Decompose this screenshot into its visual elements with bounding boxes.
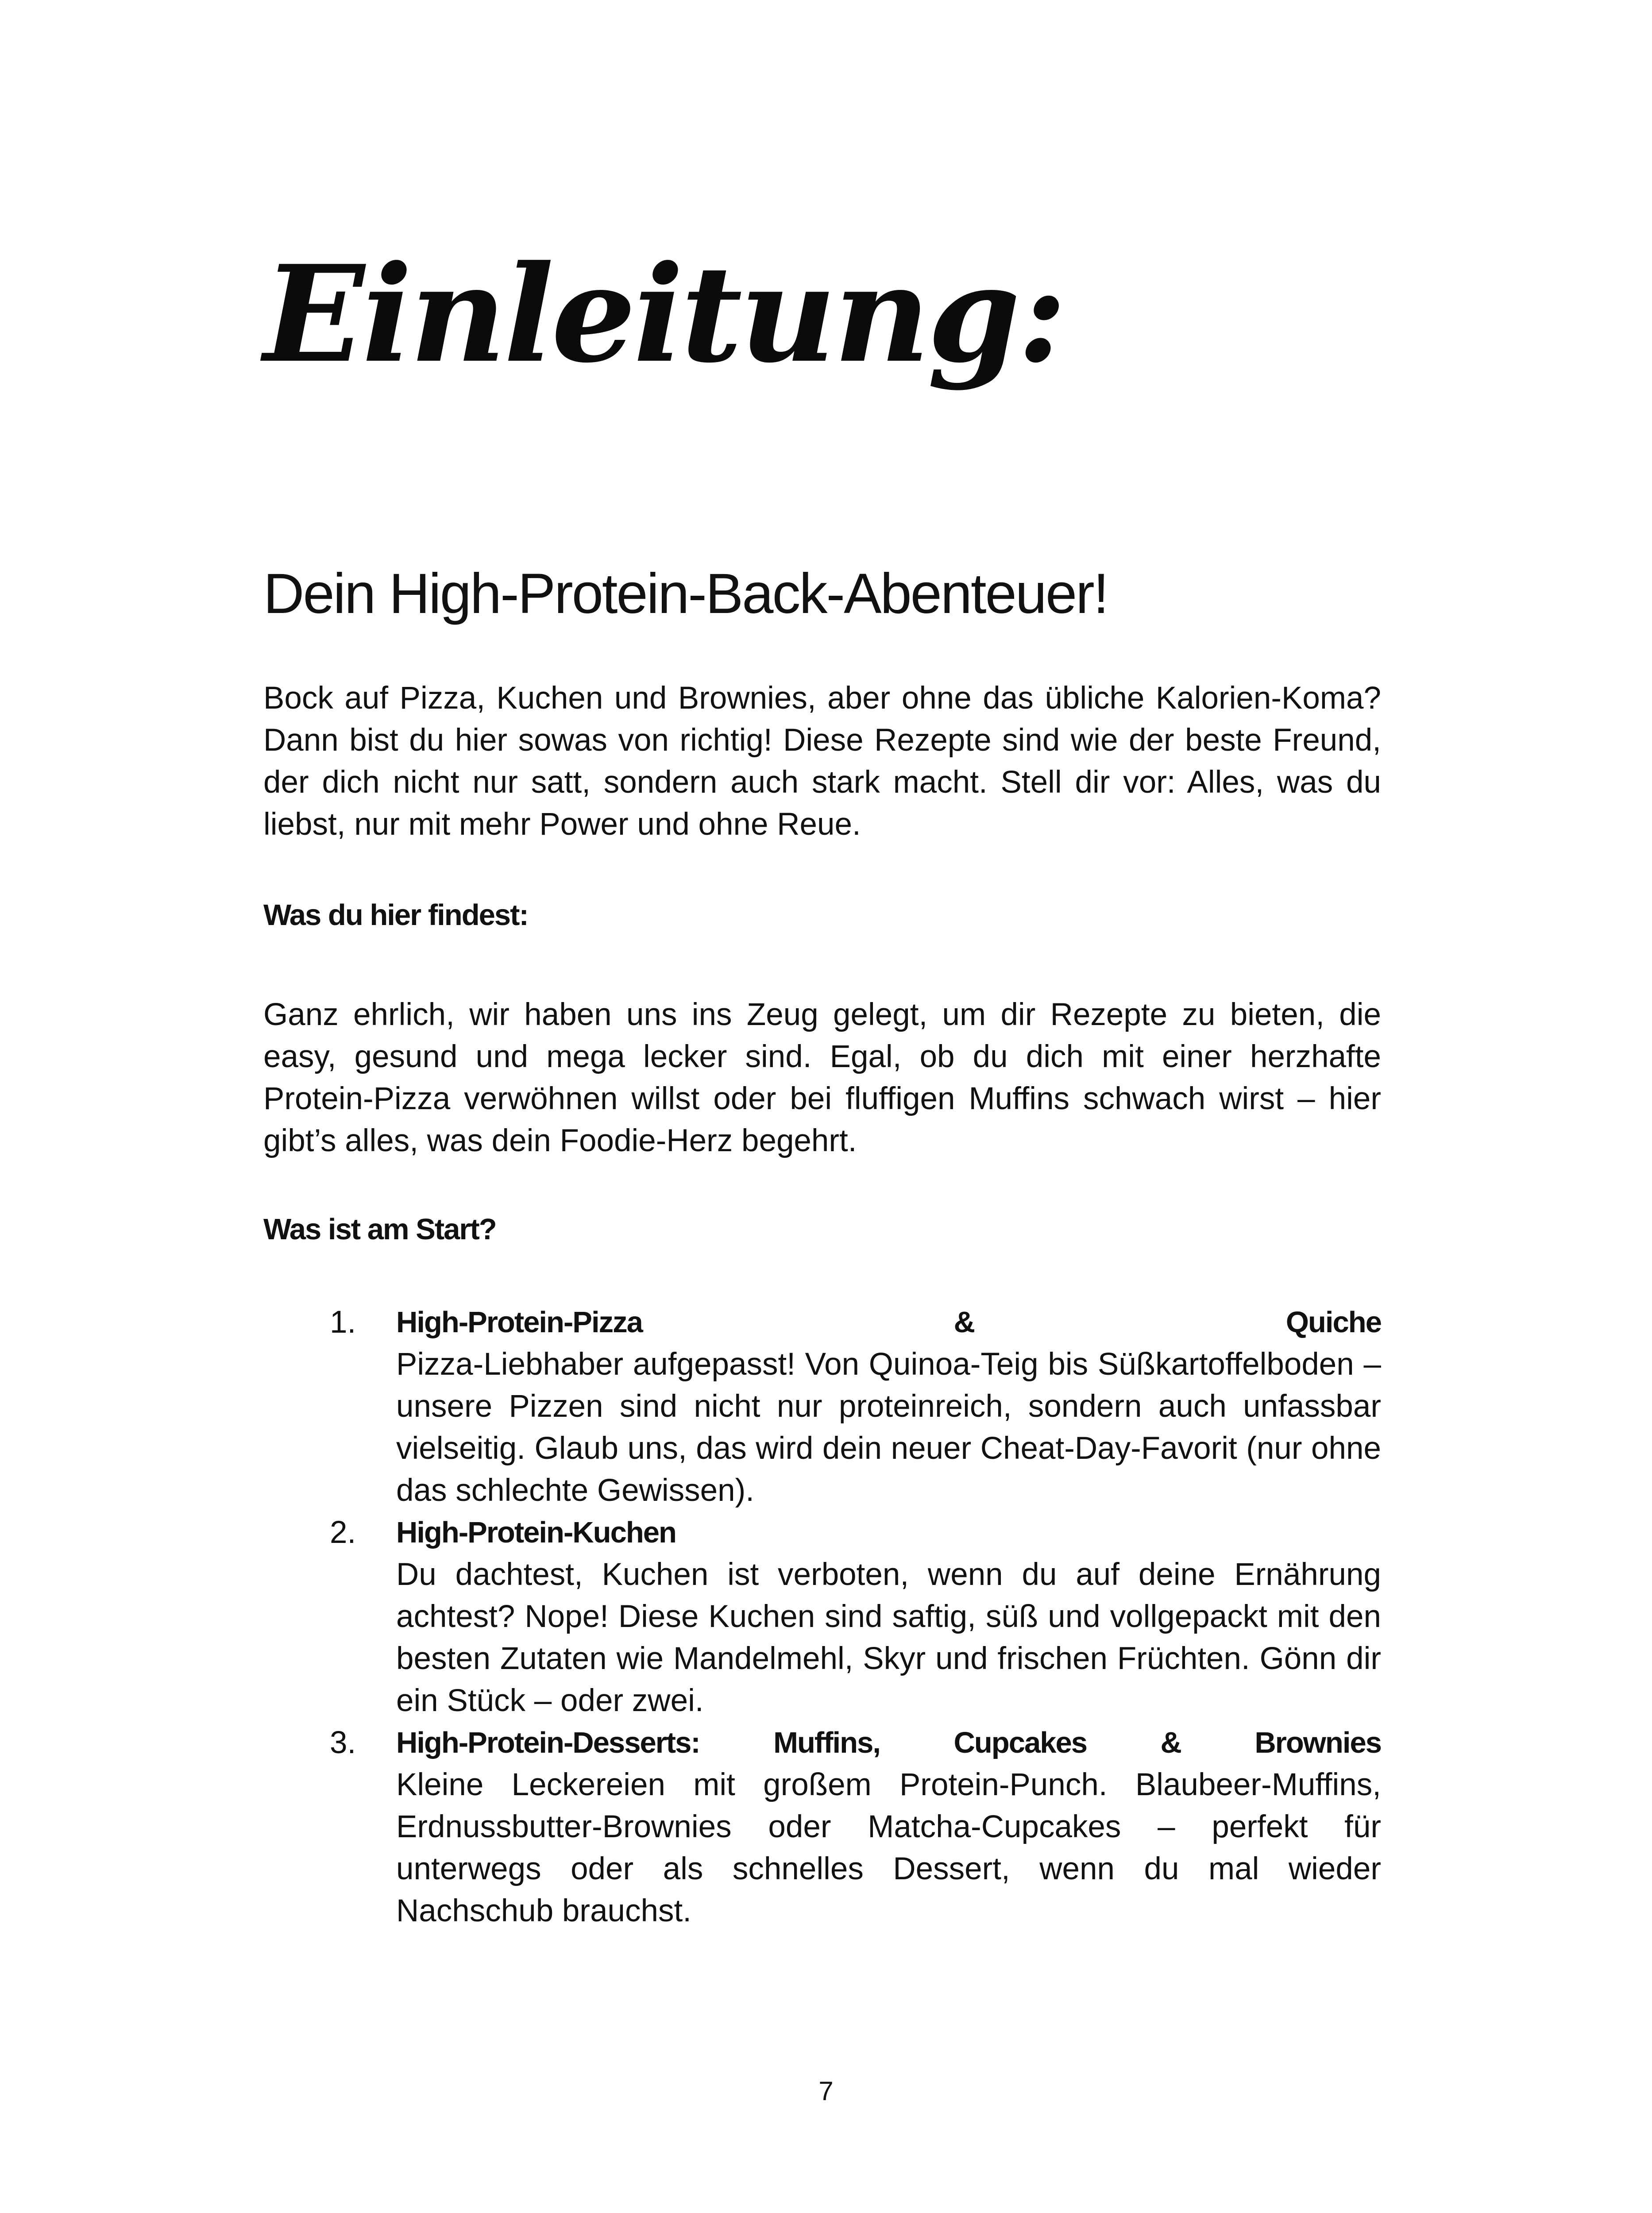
recipe-category-list: [263, 1301, 1381, 1932]
chapter-title: Einleitung:: [263, 236, 1064, 392]
list-item-number: 3.: [330, 1725, 356, 1760]
list-item-number: 1.: [330, 1305, 356, 1340]
list-item-desserts: [263, 1722, 1381, 1932]
list-item-cake: [263, 1511, 1381, 1722]
found-paragraph: Ganz ehrlich, wir haben uns ins Zeug gelegt, um dir Rezepte zu bieten, die easy, gesund und mega lecker sind. Egal, ob du dich mit einer herzhafte Protein-Pizza verwöhnen willst oder bei fluffigen Muffins schwach wirst – hier gibt’s alles, was dein Foodie-Herz begehrt.: [263, 997, 1381, 1158]
page-number: 7: [818, 2076, 834, 2106]
intro-paragraph: Bock auf Pizza, Kuchen und Brownies, aber ohne das übliche Kalorien-Koma? Dann bist du hier sowas von richtig! Diese Rezepte sind wie der beste Freund, der dich nicht nur satt, sondern auch stark macht. Stell dir vor: Alles, was du liebst, nur mit mehr Power und ohne Reue.: [263, 681, 1381, 842]
list-item-pizza: [263, 1301, 1381, 1511]
list-item-text: Kleine Leckereien mit großem Protein-Punch. Blaubeer-Muffins, Erdnussbutter-Brownies oder Matcha-Cupcakes – perfekt für unterwegs oder als schnelles Dessert, wenn du mal wieder Nachschub brauchst.: [396, 1767, 1381, 1928]
section-heading: Dein High-Protein-Back-Abenteuer!: [263, 562, 1108, 625]
list-item-number: 2.: [330, 1515, 356, 1550]
list-item-text: Du dachtest, Kuchen ist verboten, wenn du auf deine Ernährung achtest? Nope! Diese Kuchen sind saftig, süß und vollgepackt mit den besten Zutaten wie Mandelmehl, Skyr und frischen Früchten. Gönn dir ein Stück – oder zwei.: [396, 1557, 1381, 1718]
list-item-title: High-Protein-Pizza & Quiche: [396, 1306, 1381, 1339]
list-item-title: High-Protein-Desserts: Muffins, Cupcakes & Brownies: [396, 1726, 1381, 1759]
list-item-title: High-Protein-Kuchen: [396, 1516, 676, 1549]
list-item-text: Pizza-Liebhaber aufgepasst! Von Quinoa-Teig bis Süßkartoffelboden – unsere Pizzen sind nicht nur proteinreich, sondern auch unfassbar vielseitig. Glaub uns, das wird dein neuer Cheat-Day-Favorit (nur ohne das schlechte Gewissen).: [396, 1347, 1381, 1508]
found-heading: Was du hier findest:: [263, 898, 528, 932]
start-heading: Was ist am Start?: [263, 1213, 496, 1246]
